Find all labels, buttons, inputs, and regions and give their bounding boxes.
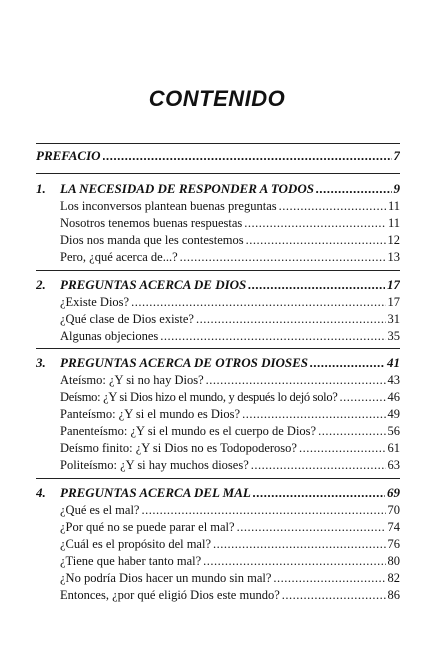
toc-item[interactable]	[60, 588, 400, 603]
dot-leader	[316, 181, 392, 197]
dot-leader	[248, 277, 385, 293]
toc-item[interactable]	[60, 554, 400, 569]
dot-leader	[206, 373, 386, 388]
toc-page-number: 41	[387, 355, 400, 370]
toc-page-number: 86	[387, 588, 400, 602]
toc-chapter-2[interactable]	[36, 277, 400, 293]
divider	[36, 143, 400, 144]
toc-item[interactable]	[60, 537, 400, 552]
dot-leader	[251, 458, 386, 473]
chapter-number: 2.	[36, 277, 46, 292]
toc-page-number: 13	[387, 250, 400, 264]
chapter-title: PREGUNTAS ACERCA DE DIOS	[60, 277, 247, 292]
toc-page-number: 76	[387, 537, 400, 551]
toc-item[interactable]	[60, 441, 400, 456]
toc-item[interactable]	[60, 571, 400, 586]
toc-item-label: ¿No podría Dios hacer un mundo sin mal?	[60, 571, 272, 585]
dot-leader	[279, 199, 386, 214]
toc-item-label: ¿Por qué no se puede parar el mal?	[60, 520, 235, 534]
toc-item-label: Deísmo finito: ¿Y si Dios no es Todopoderoso?	[60, 441, 297, 455]
toc-page-number: 7	[393, 148, 400, 163]
toc-item[interactable]	[60, 250, 400, 265]
toc-item-label: Deísmo: ¿Y si Dios hizo el mundo, y después lo dejó solo?	[60, 390, 338, 404]
toc-page-number: 82	[387, 571, 400, 585]
toc-item[interactable]	[60, 312, 400, 327]
toc-chapter-3[interactable]	[36, 355, 400, 371]
dot-leader	[203, 554, 385, 569]
dot-leader	[253, 485, 385, 501]
toc-page-number: 11	[387, 216, 400, 230]
toc-item[interactable]	[60, 295, 400, 310]
chapter-number: 4.	[36, 485, 46, 500]
dot-leader	[318, 424, 385, 439]
chapter-title: LA NECESIDAD DE RESPONDER A TODOS	[60, 181, 314, 196]
dot-leader	[160, 329, 385, 344]
toc-item[interactable]	[60, 233, 400, 248]
toc-chapter-4[interactable]	[36, 485, 400, 501]
divider	[36, 270, 400, 271]
toc-item-label: Pero, ¿qué acerca de...?	[60, 250, 178, 264]
dot-leader	[246, 233, 386, 248]
toc-item[interactable]	[60, 373, 400, 388]
toc-item-label: ¿Cuál es el propósito del mal?	[60, 537, 212, 551]
dot-leader	[299, 441, 386, 456]
toc-page-number: 56	[387, 424, 400, 438]
toc-item-label: Los inconversos plantean buenas preguntas	[60, 199, 277, 213]
dot-leader	[242, 407, 385, 422]
toc-item-label: Panteísmo: ¿Y si el mundo es Dios?	[60, 407, 241, 421]
toc-page-number: 69	[387, 485, 400, 500]
toc-item[interactable]	[60, 329, 400, 344]
toc-page-number: 70	[387, 503, 400, 517]
toc-chapter-1[interactable]	[36, 181, 400, 197]
toc-page-number: 12	[387, 233, 400, 247]
toc-page-number: 61	[387, 441, 400, 455]
dot-leader	[131, 295, 385, 310]
toc-item-label: Entonces, ¿por qué eligió Dios este mundo?	[60, 588, 280, 602]
toc-item[interactable]	[60, 390, 400, 405]
toc-item-label: Panenteísmo: ¿Y si el mundo es el cuerpo de Dios?	[60, 424, 317, 438]
toc-item-label: Ateísmo: ¿Y si no hay Dios?	[60, 373, 204, 387]
dot-leader	[237, 520, 386, 535]
toc-page-number: 35	[387, 329, 400, 343]
toc-page-number: 80	[387, 554, 400, 568]
toc-item-label: Nosotros tenemos buenas respuestas	[60, 216, 243, 230]
toc-item[interactable]	[60, 503, 400, 518]
toc-item-label: ¿Qué clase de Dios existe?	[60, 312, 194, 326]
divider	[36, 348, 400, 349]
divider	[36, 173, 400, 174]
dot-leader	[180, 250, 386, 265]
toc-item-label: ¿Existe Dios?	[60, 295, 130, 309]
toc-item[interactable]	[60, 216, 400, 231]
toc-label: PREFACIO	[36, 148, 101, 163]
toc-item[interactable]	[60, 458, 400, 473]
toc-page-number: 46	[387, 390, 400, 404]
dot-leader	[213, 537, 385, 552]
dot-leader	[196, 312, 386, 327]
toc-page-number: 49	[387, 407, 400, 421]
chapter-number: 3.	[36, 355, 46, 370]
toc-page-number: 9	[393, 181, 400, 196]
page-title: CONTENIDO	[148, 86, 286, 111]
toc-page-number: 17	[387, 295, 400, 309]
dot-leader	[340, 390, 386, 405]
dot-leader	[103, 148, 392, 164]
toc-item-label: Politeísmo: ¿Y si hay muchos dioses?	[60, 458, 249, 472]
dot-leader	[310, 355, 385, 371]
toc-page-number: 74	[387, 520, 400, 534]
toc-item[interactable]	[60, 520, 400, 535]
toc-page-number: 63	[387, 458, 400, 472]
chapter-number: 1.	[36, 181, 46, 196]
divider	[36, 478, 400, 479]
toc-item-label: ¿Qué es el mal?	[60, 503, 140, 517]
chapter-title: PREGUNTAS ACERCA DE OTROS DIOSES	[60, 355, 309, 370]
toc-item[interactable]	[60, 424, 400, 439]
toc-prefacio[interactable]	[36, 148, 400, 164]
toc-item[interactable]	[60, 199, 400, 214]
toc-page-number: 43	[387, 373, 400, 387]
dot-leader	[282, 588, 386, 603]
dot-leader	[244, 216, 386, 231]
toc-item-label: Algunas objeciones	[60, 329, 159, 343]
toc-page-number: 17	[387, 277, 400, 292]
toc-item-label: Dios nos manda que les contestemos	[60, 233, 244, 247]
toc-item-label: ¿Tiene que haber tanto mal?	[60, 554, 202, 568]
dot-leader	[141, 503, 385, 518]
toc-item[interactable]	[60, 407, 400, 422]
chapter-title: PREGUNTAS ACERCA DEL MAL	[60, 485, 251, 500]
dot-leader	[273, 571, 385, 586]
toc-page-number: 31	[387, 312, 400, 326]
toc-page-number: 11	[387, 199, 400, 213]
